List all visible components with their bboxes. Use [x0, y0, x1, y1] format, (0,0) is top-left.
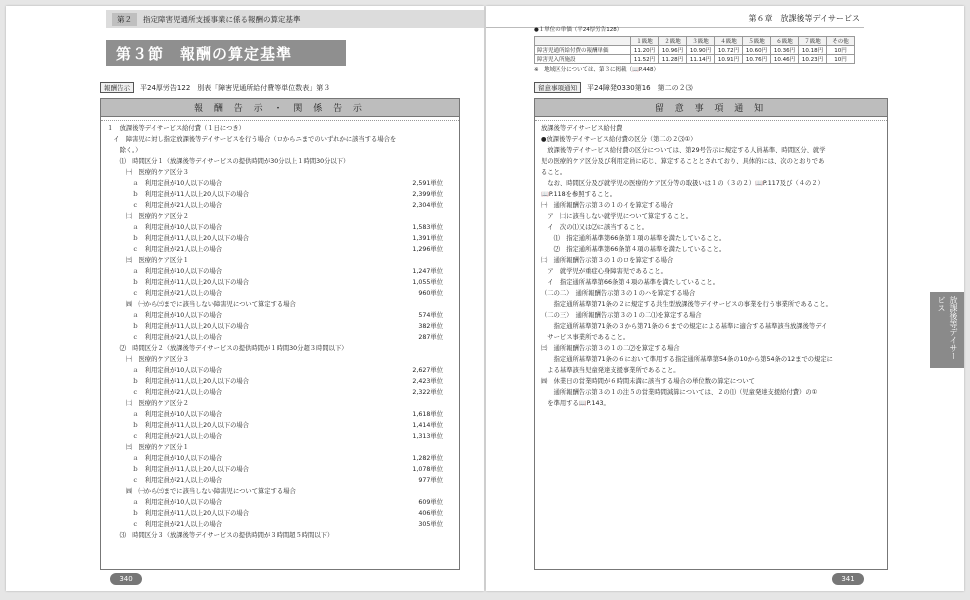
fee-line-units: 1,247単位 [412, 268, 443, 275]
fee-line-text: ｂ 利用定員が11人以上20人以下の場合 [107, 466, 249, 473]
source-line-left [100, 82, 330, 93]
running-head-right: 第６章 放課後等デイサービス [486, 10, 864, 28]
fee-line [107, 365, 455, 376]
table-row [535, 46, 855, 55]
fee-line-units: 406単位 [418, 510, 443, 517]
fee-line [107, 354, 455, 365]
guidance-line: 放課後等デイサービス給付費 [541, 125, 623, 132]
table-cell: 11.52円 [631, 55, 659, 64]
fee-line-units: 609単位 [418, 499, 443, 506]
table-header-cell: ２級地 [659, 37, 687, 46]
guidance-line: ア 就学児が重症心身障害児であること。 [541, 268, 667, 275]
guidance-line: ●放課後等デイサービス給付費の区分（第二の２⑶①） [541, 136, 697, 143]
fee-line [107, 222, 455, 233]
fee-line-units: 305単位 [418, 521, 443, 528]
fee-line [107, 321, 455, 332]
guidance-line: なお、時間区分及び就学児の医療的ケア区分等の取扱いは１の（３の２）📖P.117及び（４の２） [541, 180, 824, 187]
fee-line-text: ｃ 利用定員が21人以上の場合 [107, 389, 223, 396]
fee-line-text: ｂ 利用定員が11人以上20人以下の場合 [107, 422, 249, 429]
fee-line-text: ａ 利用定員が10人以下の場合 [107, 499, 223, 506]
fee-line-text: ㈣ ㈠から㈢までに該当しない障害児について算定する場合 [107, 488, 296, 495]
fee-line-text: ａ 利用定員が10人以下の場合 [107, 312, 223, 319]
source-text: 平24厚労告122 別表「障害児通所給付費等単位数表」第３ [140, 83, 331, 92]
fee-line-units: 977単位 [418, 477, 443, 484]
fee-line [107, 156, 455, 167]
guidance-line: 指定通所基準第71条の６において準用する指定通所基準第54条の10から第54条の12までの規定に [541, 356, 833, 363]
box-title: 留 意 事 項 通 知 [535, 99, 887, 117]
table-row [535, 55, 855, 64]
fee-line [107, 145, 455, 156]
fee-line-text: ｃ 利用定員が21人以上の場合 [107, 290, 223, 297]
guidance-line: ㈢ 通所報酬告示第３の１の二⑵を算定する場合 [541, 345, 680, 352]
guidance-line: イ 指定通所基準第66条第４項の基準を満たしていること。 [541, 279, 720, 286]
fee-line [107, 167, 455, 178]
fee-line [107, 178, 455, 189]
guidance-line: ㈣ 休業日の営業時間が６時間未満に該当する場合の単位数の算定について [541, 378, 755, 385]
fee-line [107, 431, 455, 442]
guidance-notice-box [534, 98, 888, 570]
side-tab-chapter[interactable]: 放課後等デイサービス [930, 292, 964, 368]
fee-line-text: ｃ 利用定員が21人以上の場合 [107, 334, 223, 341]
source-tag: 報酬告示 [100, 82, 134, 93]
fee-line-units: 287単位 [418, 334, 443, 341]
page-number: 340 [110, 573, 142, 585]
fee-line-units: 2,399単位 [412, 191, 443, 198]
guidance-line: ること。 [541, 169, 567, 176]
running-head-left [106, 10, 484, 28]
table-cell: 10.76円 [743, 55, 771, 64]
fee-line-units: 1,391単位 [412, 235, 443, 242]
left-page [6, 6, 484, 591]
guidance-line: イ 次の⑴又は⑵に該当すること。 [541, 224, 649, 231]
fee-line-text: ｃ 利用定員が21人以上の場合 [107, 477, 223, 484]
fee-line-text: ａ 利用定員が10人以下の場合 [107, 455, 223, 462]
table-row-label: 障害児通所給付費の報酬単価 [535, 46, 631, 55]
fee-line [107, 288, 455, 299]
guidance-line: ⑴ 指定通所基準第66条第１項の基準を満たしていること。 [541, 235, 726, 242]
fee-line-text: ㈡ 医療的ケア区分２ [107, 213, 189, 220]
fee-line-text: ㈢ 医療的ケア区分１ [107, 444, 189, 451]
fee-line [107, 464, 455, 475]
fee-line-text: ｂ 利用定員が11人以上20人以下の場合 [107, 510, 249, 517]
guidance-line: 児の医療的ケア区分及び利用定員に応じ、算定することとされており、具体的には、次のとおりであ [541, 158, 825, 165]
fee-line [107, 255, 455, 266]
fee-line [107, 244, 455, 255]
right-page [486, 6, 964, 591]
fee-line [107, 387, 455, 398]
table-cell: 10.23円 [799, 55, 827, 64]
guidance-line: 通所報酬告示第３の１の注５の営業時間減算については、２の⑴（児童発達支援給付費）の① [541, 389, 818, 396]
fee-line-text: ⑵ 時間区分２（放課後等デイサービスの提供時間が１時間30分超３時間以下） [107, 345, 348, 352]
fee-line-text: ｂ 利用定員が11人以上20人以下の場合 [107, 235, 249, 242]
fee-line-text: ㈣ ㈠から㈢までに該当しない障害児について算定する場合 [107, 301, 296, 308]
table-cell: 10.90円 [687, 46, 715, 55]
fee-line-units: 1,313単位 [412, 433, 443, 440]
fee-line-units: 1,055単位 [412, 279, 443, 286]
guidance-line: （二の三） 通所報酬告示第３の１の二⑴を算定する場合 [541, 312, 702, 319]
table-header-cell: ６級地 [771, 37, 799, 46]
unit-price-table [534, 36, 855, 64]
fee-line [107, 134, 455, 145]
guidance-list [535, 121, 887, 409]
table-header-cell: その他 [827, 37, 855, 46]
fee-line-text: ㈠ 医療的ケア区分３ [107, 356, 189, 363]
fee-line-text: イ 障害児に対し指定放課後等デイサービスを行う場合（ロからニまでのいずれかに該当する場合を [107, 136, 397, 143]
table-cell: 10.72円 [715, 46, 743, 55]
fee-line [107, 343, 455, 354]
fee-line-units: 382単位 [418, 323, 443, 330]
table-note: ※ 地域区分については、第３に掲載（📖P.448） [534, 67, 660, 73]
table-cell: 10円 [827, 55, 855, 64]
table-cell: 10.96円 [659, 46, 687, 55]
fee-line-text: ｃ 利用定員が21人以上の場合 [107, 246, 223, 253]
fee-line-text: ｃ 利用定員が21人以上の場合 [107, 521, 223, 528]
table-caption: ●１単位の単価（平24厚労告128） [534, 27, 623, 33]
table-cell: 10.60円 [743, 46, 771, 55]
fee-line [107, 530, 455, 541]
fee-line-text: ａ 利用定員が10人以下の場合 [107, 180, 223, 187]
fee-line [107, 420, 455, 431]
fee-line-text: ａ 利用定員が10人以下の場合 [107, 224, 223, 231]
fee-line-text: ㈠ 医療的ケア区分３ [107, 169, 189, 176]
fee-line [107, 508, 455, 519]
table-cell: 10.46円 [771, 55, 799, 64]
guidance-line: ㈠ 通所報酬告示第３の１のイを算定する場合 [541, 202, 674, 209]
fee-line [107, 486, 455, 497]
table-body [535, 46, 855, 64]
table-row-label: 障害児入所施設 [535, 55, 631, 64]
guidance-line: （二の二） 通所報酬告示第３の１のハを算定する場合 [541, 290, 696, 297]
fee-line [107, 519, 455, 530]
guidance-line: を準用する📖P.143。 [541, 400, 610, 407]
source-tag: 留意事項通知 [534, 82, 581, 93]
fee-line-units: 1,296単位 [412, 246, 443, 253]
fee-list [101, 121, 459, 541]
fee-line-units: 1,282単位 [412, 455, 443, 462]
guidance-line: 指定通所基準第71条の２に規定する共生型放課後等デイサービスの事業を行う事業所であること。 [541, 301, 832, 308]
fee-line-units: 2,423単位 [412, 378, 443, 385]
fee-line-units: 574単位 [418, 312, 443, 319]
fee-line-text: ａ 利用定員が10人以下の場合 [107, 367, 223, 374]
fee-line-text: ａ 利用定員が10人以下の場合 [107, 411, 223, 418]
fee-line [107, 332, 455, 343]
fee-line-text: ⑶ 時間区分３（放課後等デイサービスの提供時間が３時間超５時間以下） [107, 532, 334, 539]
guidance-line: 放課後等デイサービス給付費の区分については、第29号告示に規定する人員基準、時間区分、就学 [541, 147, 826, 154]
fee-line-text: ｃ 利用定員が21人以上の場合 [107, 433, 223, 440]
table-header-cell: ４級地 [715, 37, 743, 46]
fee-line-text: ㈢ 医療的ケア区分１ [107, 257, 189, 264]
table-header-cell: ５級地 [743, 37, 771, 46]
fee-line-text: ｂ 利用定員が11人以上20人以下の場合 [107, 191, 249, 198]
table-cell: 10.36円 [771, 46, 799, 55]
fee-notice-box [100, 98, 460, 570]
fee-line [107, 189, 455, 200]
page-number: 341 [832, 573, 864, 585]
fee-line-units: 2,627単位 [412, 367, 443, 374]
fee-line [107, 453, 455, 464]
fee-line [107, 475, 455, 486]
guidance-line: ⑵ 指定通所基準第66条第４項の基準を満たしていること。 [541, 246, 726, 253]
fee-line [107, 497, 455, 508]
table-cell: 10.91円 [715, 55, 743, 64]
fee-line-text: １ 放課後等デイサービス給付費（１日につき） [107, 125, 245, 132]
fee-line-units: 1,618単位 [412, 411, 443, 418]
fee-line-text: ｃ 利用定員が21人以上の場合 [107, 202, 223, 209]
guidance-line: ㈡ 通所報酬告示第３の１のロを算定する場合 [541, 257, 674, 264]
running-head-title: 指定障害児通所支援事業に係る報酬の算定基準 [143, 14, 301, 24]
table-cell: 11.28円 [659, 55, 687, 64]
fee-line-text: ｂ 利用定員が11人以上20人以下の場合 [107, 323, 249, 330]
guidance-line: ア ㈡に該当しない就学児について算定すること。 [541, 213, 692, 220]
source-line-right [534, 82, 693, 93]
fee-line [107, 442, 455, 453]
fee-line [107, 211, 455, 222]
source-text: 平24障発0330第16 第二の２⑶ [587, 83, 693, 92]
fee-line [107, 299, 455, 310]
fee-line [107, 277, 455, 288]
table-header-cell: ７級地 [799, 37, 827, 46]
table-header-row [535, 37, 855, 46]
fee-line [107, 233, 455, 244]
fee-line-text: ｂ 利用定員が11人以上20人以下の場合 [107, 378, 249, 385]
fee-line-units: 1,414単位 [412, 422, 443, 429]
fee-line-text: ㈡ 医療的ケア区分２ [107, 400, 189, 407]
table-cell: 10円 [827, 46, 855, 55]
table-header-cell [535, 37, 631, 46]
fee-line [107, 266, 455, 277]
fee-line-units: 1,078単位 [412, 466, 443, 473]
fee-line-units: 960単位 [418, 290, 443, 297]
table-header-cell: ３級地 [687, 37, 715, 46]
fee-line [107, 200, 455, 211]
guidance-line: 指定通所基準第71条の３から第71条の６までの規定による基準に適合する基準該当放課後等デイ [541, 323, 828, 330]
guidance-line: 📖P.118を参照すること。 [541, 191, 617, 198]
fee-line-text: ｂ 利用定員が11人以上20人以下の場合 [107, 279, 249, 286]
table-header-cell: １級地 [631, 37, 659, 46]
fee-line-text: ⑴ 時間区分１（放課後等デイサービスの提供時間が30分以上１時間30分以下） [107, 158, 350, 165]
guidance-line: よる基準該当児童発達支援事業所であること。 [541, 367, 680, 374]
box-title: 報 酬 告 示 ・ 関 係 告 示 [101, 99, 459, 117]
fee-line-text: ａ 利用定員が10人以下の場合 [107, 268, 223, 275]
fee-line [107, 409, 455, 420]
fee-line-units: 2,304単位 [412, 202, 443, 209]
fee-line [107, 123, 455, 134]
fee-line-units: 1,583単位 [412, 224, 443, 231]
table-cell: 11.14円 [687, 55, 715, 64]
fee-line [107, 398, 455, 409]
fee-line [107, 310, 455, 321]
fee-line-text: 除く。） [107, 147, 142, 154]
fee-line-units: 2,591単位 [412, 180, 443, 187]
section-title: 第３節 報酬の算定基準 [106, 40, 346, 66]
guidance-line: サービス事業所であること。 [541, 334, 630, 341]
fee-line [107, 376, 455, 387]
chapter-tag: 第２ [112, 13, 137, 26]
table-cell: 11.20円 [631, 46, 659, 55]
fee-line-units: 2,322単位 [412, 389, 443, 396]
table-cell: 10.18円 [799, 46, 827, 55]
